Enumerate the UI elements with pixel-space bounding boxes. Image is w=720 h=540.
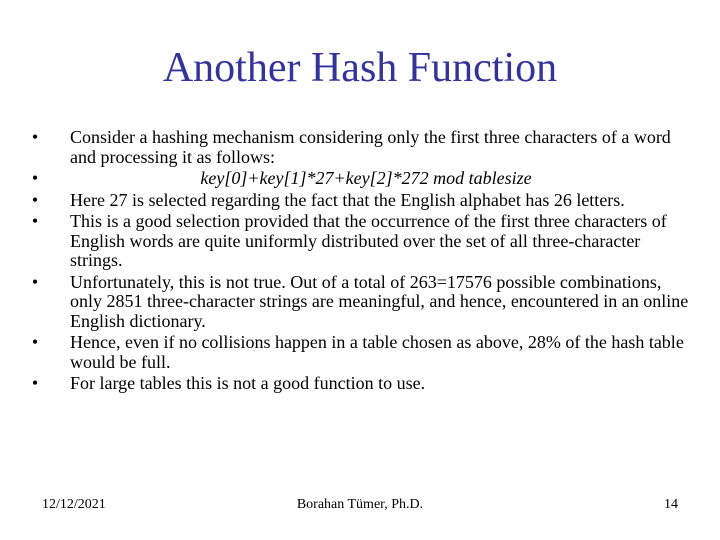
bullet-text: For large tables this is not a good function to use. (70, 373, 426, 393)
footer-author: Borahan Tümer, Ph.D. (296, 497, 424, 512)
bullet-item-3 (28, 191, 692, 211)
bullet-dot-icon: • (31, 168, 39, 188)
bullet-dot-icon: • (31, 373, 39, 393)
bullet-dot-icon: • (31, 211, 39, 231)
bullet-item-2 (28, 169, 692, 189)
bullet-dot-icon: • (31, 271, 39, 292)
bullet-text: Hence, even if no collisions happen in a table chosen as above, 28% of the hash table would be full. (70, 332, 684, 372)
bullet-text: This is a good selection provided that the occurrence of the first three characters of English words are quite uniformly distributed over the set of all three-character strings. (70, 211, 667, 270)
bullet-item-6 (28, 333, 692, 372)
page-number: 14 (664, 497, 678, 512)
footer-date: 12/12/2021 (42, 497, 106, 512)
bullet-text: Consider a hashing mechanism considering only the first three characters of a word and processing it as follows: (70, 127, 671, 167)
bullet-item-4 (28, 212, 692, 271)
bullet-dot-icon: • (31, 189, 39, 210)
bullet-text: Unfortunately, this is not true. Out of a total of 263=17576 possible combinations, only 2851 three-character strings are meaningful, and hence, encountered in an online English dictionary. (70, 271, 689, 331)
bullet-item-5 (28, 273, 692, 332)
bullet-list (28, 128, 692, 396)
bullet-dot-icon: • (31, 127, 39, 147)
bullet-dot-icon: • (31, 332, 39, 352)
hash-formula: key[0]+key[1]*27+key[2]*272 mod tablesize (200, 168, 532, 188)
bullet-item-7 (28, 374, 692, 394)
bullet-text: Here 27 is selected regarding the fact that the English alphabet has 26 letters. (70, 189, 625, 210)
slide-title: Another Hash Function (162, 45, 558, 91)
bullet-item-1 (28, 128, 692, 167)
